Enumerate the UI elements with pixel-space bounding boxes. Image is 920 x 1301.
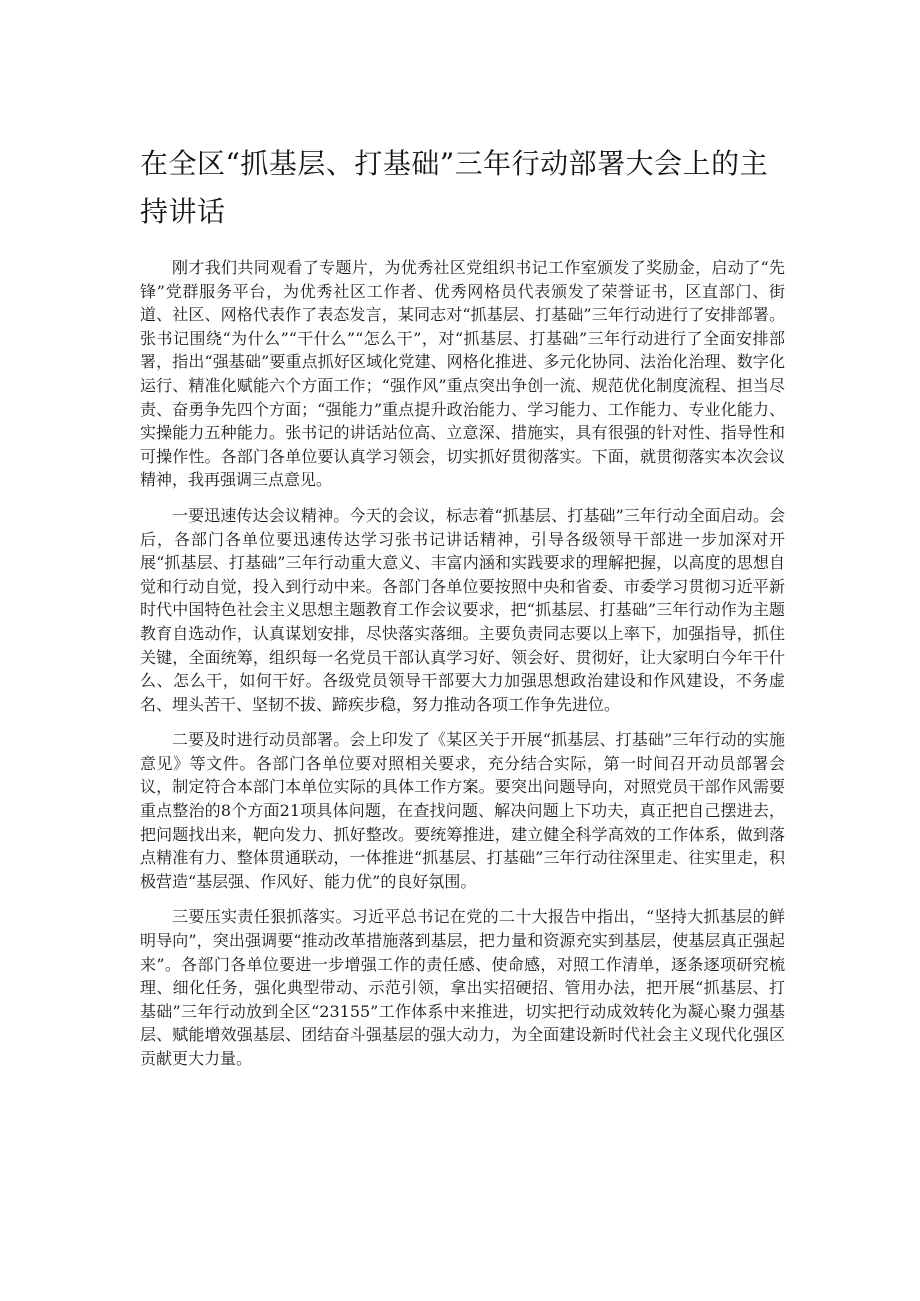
point-two-paragraph: 二要及时进行动员部署。会上印发了《某区关于开展“抓基层、打基础”三年行动的实施意见》等文件。各部门各单位要对照相关要求，充分结合实际，第一时间召开动员部署会议，制定符合本部门本单位实际的具体工作方案。要突出问题导向，对照党员干部作风需要重点整治的8个方面21项具体问题，在查找问题、解决问题上下功夫，真正把自己摆进去，把问题找出来，靶向发力、抓好整改。要统筹推进，建立健全科学高效的工作体系，做到落点精准有力、整体贯通联动，一体推进“抓基层、打基础”三年行动往深里走、往实里走，积极营造“基层强、作风好、能力优”的良好氛围。 xyxy=(140,730,785,891)
document-title: 在全区“抓基层、打基础”三年行动部署大会上的主持讲话 xyxy=(140,147,769,228)
opening-paragraph: 刚才我们共同观看了专题片，为优秀社区党组织书记工作室颁发了奖励金，启动了“先锋”党群服务平台，为优秀社区工作者、优秀网格员代表颁发了荣誉证书，区直部门、街道、社区、网格代表作了表态发言，某同志对“抓基层、打基础”三年行动进行了安排部署。张书记围绕“为什么”“干什么”“怎么干”，对“抓基层、打基础”三年行动进行了全面安排部署，指出“强基础”要重点抓好区域化党建、网格化推进、多元化协同、法治化治理、数字化运行、精准化赋能六个方面工作；“强作风”重点突出争创一流、规范优化制度流程、担当尽责、奋勇争先四个方面；“强能力”重点提升政治能力、学习能力、工作能力、专业化能力、实操能力五种能力。张书记的讲话站位高、立意深、措施实，具有很强的针对性、指导性和可操作性。各部门各单位要认真学习领会，切实抓好贯彻落实。下面，就贯彻落实本次会议精神，我再强调三点意见。 xyxy=(140,258,785,490)
document-page xyxy=(140,140,785,1083)
point-one-paragraph: 一要迅速传达会议精神。今天的会议，标志着“抓基层、打基础”三年行动全面启动。会后，各部门各单位要迅速传达学习张书记讲话精神，引导各级领导干部进一步加深对开展“抓基层、打基础”三年行动重大意义、丰富内涵和实践要求的理解把握，以高度的思想自觉和行动自觉，投入到行动中来。各部门各单位要按照中央和省委、市委学习贯彻习近平新时代中国特色社会主义思想主题教育工作会议要求，把“抓基层、打基础”三年行动作为主题教育自选动作，认真谋划安排，尽快落实落细。主要负责同志要以上率下，加强指导，抓住关键，全面统筹，组织每一名党员干部认真学习好、领会好、贯彻好，让大家明白今年干什么、怎么干，如何干好。各级党员领导干部要大力加强思想政治建设和作风建设，不务虚名、埋头苦干、坚韧不拔、蹄疾步稳，努力推动各项工作争先进位。 xyxy=(140,505,785,714)
point-three-paragraph: 三要压实责任狠抓落实。习近平总书记在党的二十大报告中指出，“坚持大抓基层的鲜明导向”，突出强调要“推动改革措施落到基层，把力量和资源充实到基层，使基层真正强起来”。各部门各单位要进一步增强工作的责任感、使命感，对照工作清单，逐条逐项研究梳理、细化任务，强化典型带动、示范引领，拿出实招硬招、管用办法，把开展“抓基层、打基础”三年行动放到全区“23155”工作体系中来推进，切实把行动成效转化为凝心聚力强基层、赋能增效强基层、团结奋斗强基层的强大动力，为全面建设新时代社会主义现代化强区贡献更大力量。 xyxy=(140,907,785,1068)
